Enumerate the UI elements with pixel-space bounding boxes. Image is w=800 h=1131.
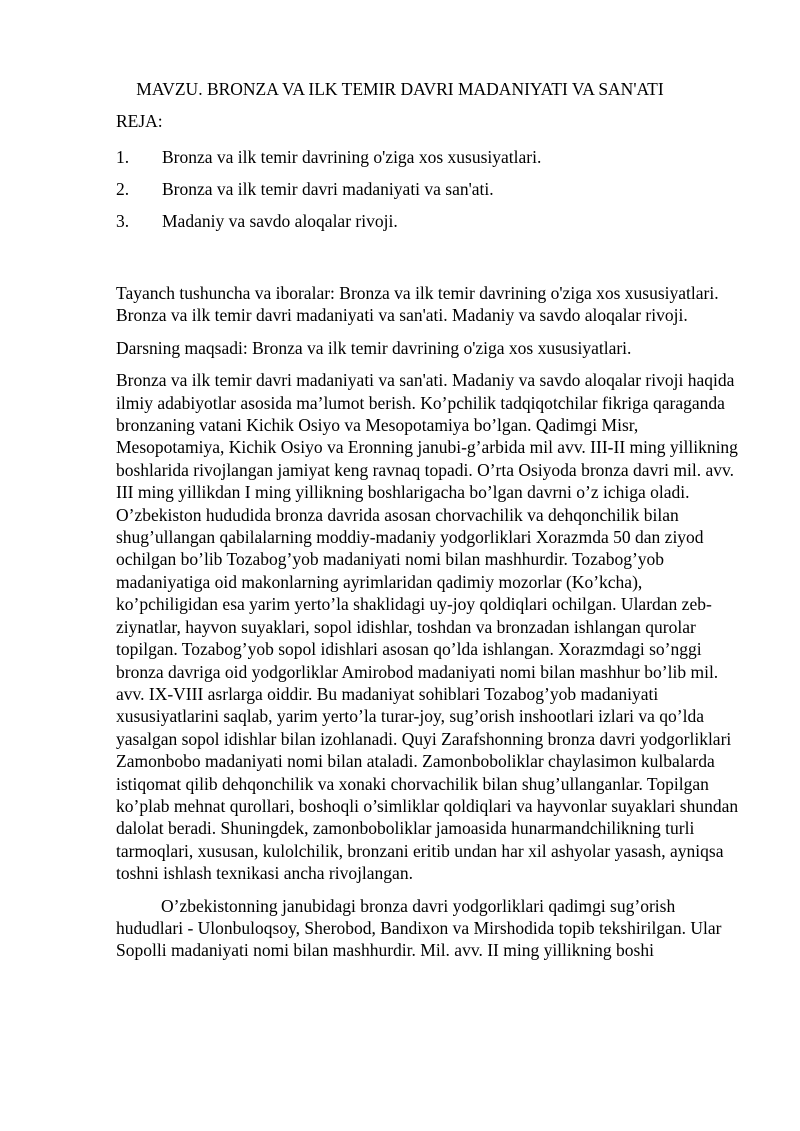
plan-item-number: 1. <box>116 147 130 167</box>
lesson-goal-paragraph: Darsning maqsadi: Bronza va ilk temir davrining o'ziga xos xususiyatlari. <box>116 337 632 358</box>
plan-item-text: Bronza va ilk temir davrining o'ziga xos xususiyatlari. <box>162 147 542 167</box>
plan-item-text: Madaniy va savdo aloqalar rivoji. <box>162 211 398 231</box>
south-paragraph: O’zbekistonning janubidagi bronza davri yodgorliklari qadimgi sug’orish hududlari - Ulonbuloqsoy, Sherobod, Bandixon va Mirshodida topib tekshirilgan. Ular Sopolli madaniyati nomi bilan mashhurdir. Mil. avv. II ming yillikning boshi <box>116 895 722 961</box>
plan-item-text: Bronza va ilk temir davri madaniyati va san'ati. <box>162 179 494 199</box>
body-text <box>116 282 746 972</box>
plan-heading: REJA: <box>116 111 163 131</box>
key-terms-paragraph: Tayanch tushuncha va iboralar: Bronza va ilk temir davrining o'ziga xos xususiyatlari. Bronza va ilk temir davri madaniyati va san'ati. Madaniy va savdo aloqalar rivoji. <box>116 283 719 326</box>
plan-item-number: 2. <box>116 179 130 199</box>
main-paragraph: Bronza va ilk temir davri madaniyati va san'ati. Madaniy va savdo aloqalar rivoji haqida ilmiy adabiyotlar asosida ma’lumot berish. Ko’pchilik tadqiqotchilar fikriga qaraganda bronzaning vatani Kichik Osiyo va Mesopotamiya bo’lgan. Qadimgi Misr, Mesopotamiya, Kichik Osiyo va Eronning janubi-g’arbida mil avv. III-II ming yillikning boshlarida rivojlangan jamiyat keng ravnaq topadi. O’rta Osiyoda bronza davri mil. avv. III ming yillikdan I ming yillikning boshlarigacha bo’lgan davrni o’z ichiga oladi. O’zbekiston hududida bronza davrida asosan chorvachilik va dehqonchilik bilan shug’ullangan qabilalarning moddiy-madaniy yodgorliklari Xorazmda 50 dan ziyod ochilgan bo’lib Tozabog’yob madaniyati nomi bilan mashhurdir. Tozabog’yob madaniyatiga oid makonlarning ayrimlaridan qadimiy mozorlar (Ko’kcha), ko’pchiligidan esa yarim yerto’la shaklidagi uy-joy qoldiqlari ochilgan. Ulardan zeb-ziynatlar, hayvon suyaklari, sopol idishlar, toshdan va bronzadan ishlangan qurolar topilgan. Tozabog’yob sopol idishlari asosan qo’lda ishlangan. Xorazmdagi so’nggi bronza davriga oid yodgorliklar Amirobod madaniyati nomi bilan mashhur bo’lib mil. avv. IX-VIII asrlarga oiddir. Bu madaniyat sohiblari Tozabog’yob madaniyati xususiyatlarini saqlab, yarim yerto’la turar-joy, sug’orish inshootlari izlari va qo’lda yasalgan sopol idishlar bilan izohlanadi. Quyi Zarafshonning bronza davri yodgorliklari Zamonbobo madaniyati nomi bilan ataladi. Zamonboboliklar chaylasimon kulbalarda istiqomat qilib dehqonchilik va xonaki chorvachilik bilan shug’ullanganlar. Topilgan ko’plab mehnat qurollari, boshoqli o’simliklar qoldiqlari va hayvonlar suyaklari shundan dalolat beradi. Shuningdek, zamonboboliklar jamoasida hunarmandchilikning turli tarmoqlari, xususan, kulolchilik, bronzani eritib undan har xil ashyolar yasash, ayniqsa toshni ishlash texnikasi ancha rivojlangan. <box>116 370 739 884</box>
plan-item-number: 3. <box>116 211 130 231</box>
document-title: MAVZU. BRONZA VA ILK TEMIR DAVRI MADANIYATI VA SAN'ATI <box>136 79 664 99</box>
